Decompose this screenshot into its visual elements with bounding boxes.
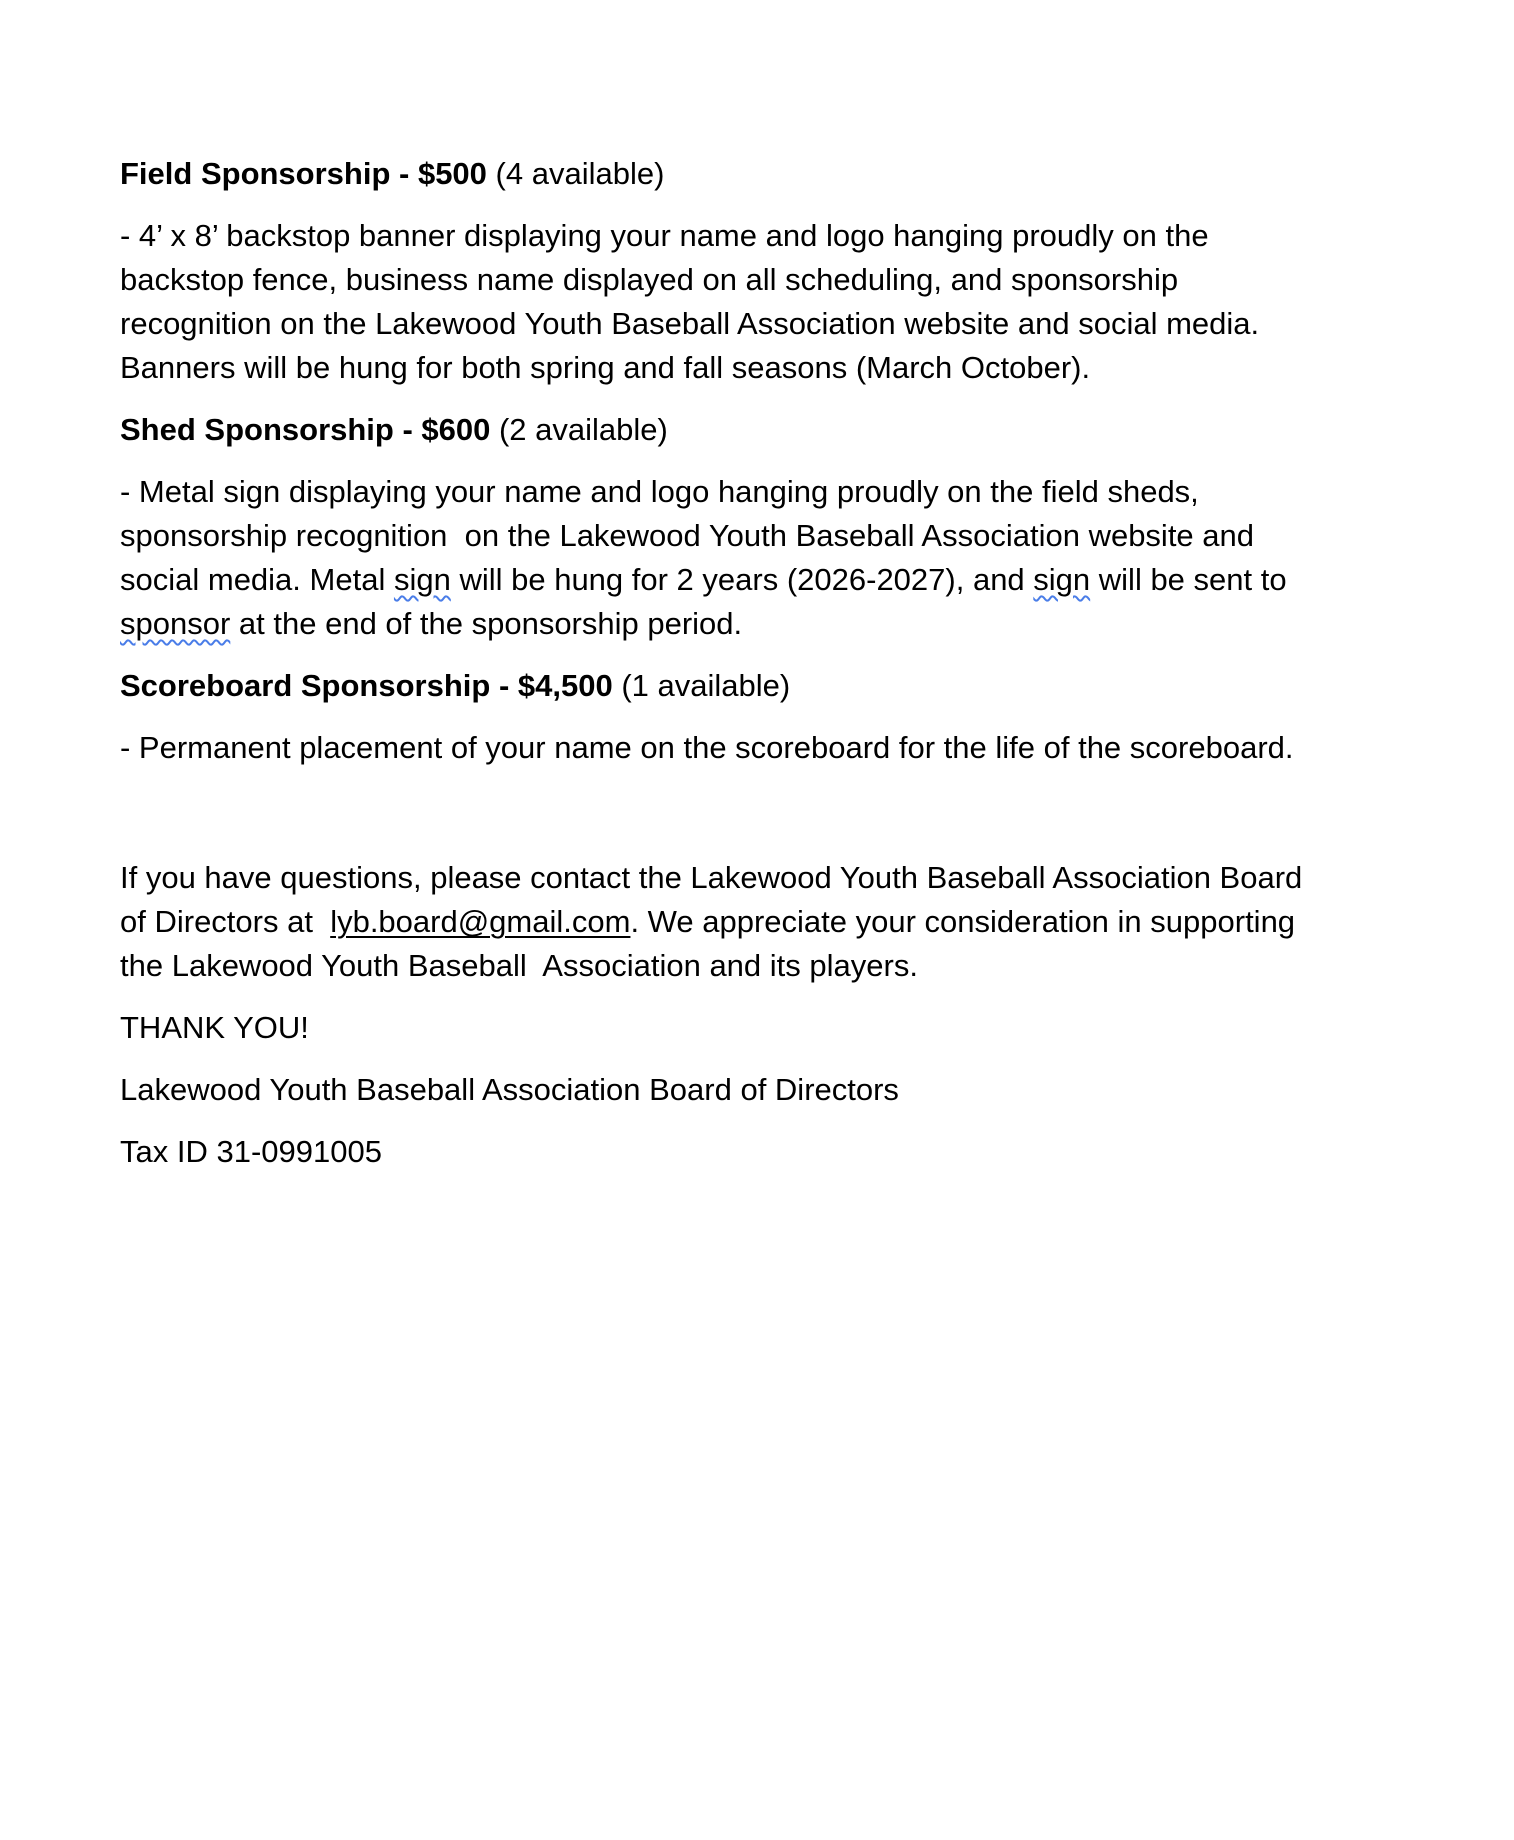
text-run: at the end of the sponsorship period. [230,606,743,641]
text-run: . We appreciate your consideration in supporting [630,904,1296,939]
text-line [120,214,1480,258]
thank-you-paragraph [120,1006,1480,1050]
text-run: backstop fence, business name displayed on all scheduling, and sponsorship [120,262,1179,297]
text-run: social media. Metal [120,562,394,597]
text-line [120,602,1480,646]
text-run: Shed Sponsorship - $600 [120,412,491,447]
text-line [120,944,1480,988]
text-run: - Permanent placement of your name on the scoreboard for the life of the scoreboard. [120,730,1294,765]
text-line [120,258,1480,302]
text-line [120,408,1480,452]
text-line [120,302,1480,346]
text-line [120,1130,1480,1174]
text-run: will be hung for 2 years (2026-2027), and [450,562,1034,597]
spellcheck-word-sponsor[interactable]: sponsor [120,606,231,641]
text-run: - Metal sign displaying your name and logo hanging proudly on the field sheds, [120,474,1199,509]
field-sponsorship-heading [120,152,1480,196]
text-line [120,856,1480,900]
text-line [120,726,1480,770]
contact-paragraph [120,856,1480,988]
text-run: (1 available) [612,668,791,703]
text-run: (2 available) [490,412,668,447]
document-content [120,152,1480,1192]
text-run: of Directors at [120,904,331,939]
text-line [120,900,1480,944]
signature-paragraph [120,1068,1480,1112]
text-run: will be sent to [1090,562,1287,597]
shed-sponsorship-heading [120,408,1480,452]
text-line [120,470,1480,514]
empty-paragraph [120,788,1480,838]
tax-id-paragraph [120,1130,1480,1174]
text-line [120,346,1480,390]
spellcheck-word-sign-1[interactable]: sign [393,562,451,597]
shed-sponsorship-description [120,470,1480,646]
text-run: (4 available) [486,156,665,191]
field-sponsorship-description [120,214,1480,390]
spellcheck-word-sign-2[interactable]: sign [1033,562,1091,597]
text-run: If you have questions, please contact the Lakewood Youth Baseball Association Board [120,860,1303,895]
text-line [120,558,1480,602]
email-link[interactable]: lyb.board@gmail.com [330,904,631,939]
text-line [120,152,1480,196]
scoreboard-sponsorship-heading [120,664,1480,708]
text-run: THANK YOU! [120,1010,309,1045]
text-run: Banners will be hung for both spring and fall seasons (March October). [120,350,1091,385]
text-run: Field Sponsorship - $500 [120,156,487,191]
scoreboard-sponsorship-description [120,726,1480,770]
text-line [120,514,1480,558]
text-line [120,664,1480,708]
text-run: recognition on the Lakewood Youth Baseball Association website and social media. [120,306,1260,341]
text-run: Tax ID 31-0991005 [120,1134,382,1169]
text-run: sponsorship recognition on the Lakewood Youth Baseball Association website and [120,518,1255,553]
text-run: the Lakewood Youth Baseball Association and its players. [120,948,918,983]
text-run: Lakewood Youth Baseball Association Board of Directors [120,1072,899,1107]
text-line [120,1006,1480,1050]
text-run: Scoreboard Sponsorship - $4,500 [120,668,613,703]
text-run: - 4’ x 8’ backstop banner displaying your name and logo hanging proudly on the [120,218,1209,253]
text-line [120,1068,1480,1112]
